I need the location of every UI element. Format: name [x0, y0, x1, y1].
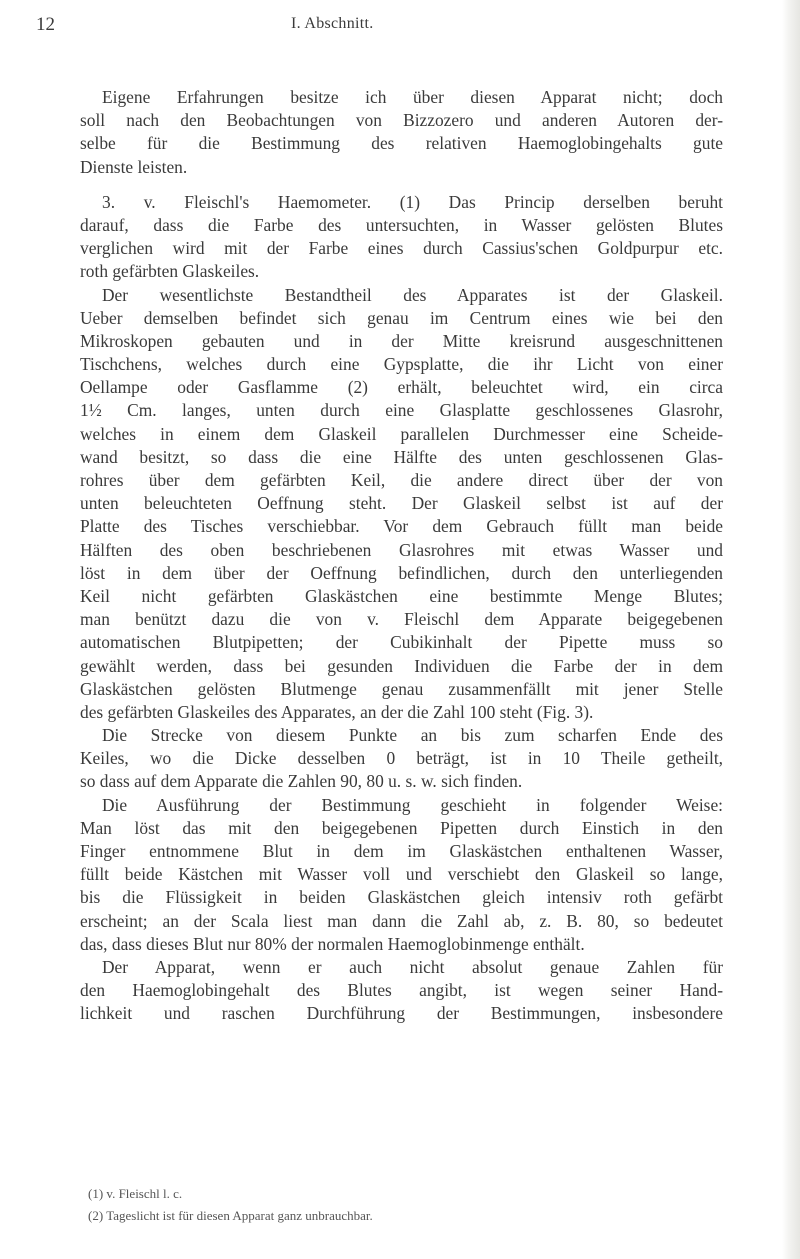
body-text: [80, 86, 723, 1026]
page-header: [36, 14, 736, 38]
section-heading-line: 3. v. Fleischl's Haemometer. (1) Das Princip derselben beruht: [102, 191, 723, 212]
text-line: darauf, dass die Farbe des untersuchten, in Wasser gelösten Blutes: [80, 214, 723, 235]
text-line: Der wesentlichste Bestandtheil des Apparates ist der Glaskeil.: [102, 284, 723, 305]
text-line: roth gefärbten Glaskeiles.: [80, 261, 260, 282]
footnote-mark: (2): [88, 1208, 104, 1223]
text-line: Ueber demselben befindet sich genau im Centrum eines wie bei den: [80, 307, 723, 328]
text-line: gewählt werden, dass bei gesunden Individuen die Farbe der in dem: [80, 655, 723, 676]
running-head: I. Abschnitt.: [291, 15, 374, 32]
footnote: [80, 1183, 723, 1205]
text-line: Die Ausführung der Bestimmung geschieht in folgender Weise:: [102, 794, 723, 815]
text-line: man benützt dazu die von v. Fleischl dem Apparate beigegebenen: [80, 609, 723, 630]
page-edge-shadow: [782, 0, 800, 1259]
text-line: lichkeit und raschen Durchführung der Bestimmungen, insbesondere: [80, 1003, 723, 1024]
text-line: Glaskästchen gelösten Blutmenge genau zusammenfällt mit jener Stelle: [80, 678, 723, 699]
text-line: Keiles, wo die Dicke desselben 0 beträgt, ist in 10 Theile getheilt,: [80, 748, 723, 769]
text-line: Mikroskopen gebauten und in der Mitte kreisrund ausgeschnittenen: [80, 330, 723, 351]
text-line: Oellampe oder Gasflamme (2) erhält, beleuchtet wird, ein circa: [80, 377, 723, 398]
text-line: Tischchens, welches durch eine Gypsplatte, die ihr Licht von einer: [80, 354, 723, 375]
text-line: Man löst das mit den beigegebenen Pipetten durch Einstich in den: [80, 817, 723, 838]
page-number: 12: [36, 14, 55, 35]
text-line: automatischen Blutpipetten; der Cubikinhalt der Pipette muss so: [80, 632, 723, 653]
text-line: Die Strecke von diesem Punkte an bis zum scharfen Ende des: [102, 725, 723, 746]
text-line: soll nach den Beobachtungen von Bizzozero und anderen Autoren der-: [80, 110, 723, 131]
footnotes: [80, 1183, 723, 1227]
text-line: erscheint; an der Scala liest man dann die Zahl ab, z. B. 80, so bedeutet: [80, 910, 723, 931]
footnote-text: v. Fleischl l. c.: [106, 1186, 183, 1201]
text-line: bis die Flüssigkeit in beiden Glaskästchen gleich intensiv roth gefärbt: [80, 887, 723, 908]
text-line: Platte des Tisches verschiebbar. Vor dem Gebrauch füllt man beide: [80, 516, 723, 537]
text-line: rohres über dem gefärbten Keil, die andere direct über der von: [80, 470, 723, 490]
text-line: 1½ Cm. langes, unten durch eine Glasplatte geschlossenes Glasrohr,: [80, 400, 723, 421]
text-line: des gefärbten Glaskeiles des Apparates, an der die Zahl 100 steht (Fig. 3).: [80, 701, 594, 722]
text-line: das, dass dieses Blut nur 80% der normalen Haemoglobinmenge enthält.: [80, 933, 585, 954]
text-line: Der Apparat, wenn er auch nicht absolut genaue Zahlen für: [102, 956, 723, 977]
footnote-mark: (1): [88, 1186, 104, 1201]
text-line: füllt beide Kästchen mit Wasser voll und verschiebt den Glaskeil so lange,: [80, 864, 723, 885]
footnote: [80, 1205, 723, 1227]
text-line: selbe für die Bestimmung des relativen Haemoglobingehalts gute: [80, 133, 723, 154]
text-line: Dienste leisten.: [80, 156, 188, 177]
text-line: Eigene Erfahrungen besitze ich über diesen Apparat nicht; doch: [102, 87, 723, 107]
text-line: wand besitzt, so dass die eine Hälfte des unten geschlossenen Glas-: [80, 446, 723, 467]
text-line: Hälften des oben beschriebenen Glasrohres mit etwas Wasser und: [80, 539, 723, 560]
text-line: so dass auf dem Apparate die Zahlen 90, 80 u. s. w. sich finden.: [80, 771, 523, 792]
text-line: den Haemoglobingehalt des Blutes angibt, ist wegen seiner Hand-: [80, 980, 723, 1001]
text-line: löst in dem über der Oeffnung befindlichen, durch den unterliegenden: [80, 562, 723, 583]
text-line: verglichen wird mit der Farbe eines durch Cassius'schen Goldpurpur etc.: [80, 238, 723, 259]
text-line: unten beleuchteten Oeffnung steht. Der Glaskeil selbst ist auf der: [80, 493, 723, 514]
footnote-text: Tageslicht ist für diesen Apparat ganz unbrauchbar.: [106, 1208, 373, 1223]
text-line: Keil nicht gefärbten Glaskästchen eine bestimmte Menge Blutes;: [80, 585, 723, 606]
text-line: welches in einem dem Glaskeil parallelen Durchmesser eine Scheide-: [80, 423, 723, 444]
text-line: Finger entnommene Blut in dem im Glaskästchen enthaltenen Wasser,: [80, 841, 723, 861]
